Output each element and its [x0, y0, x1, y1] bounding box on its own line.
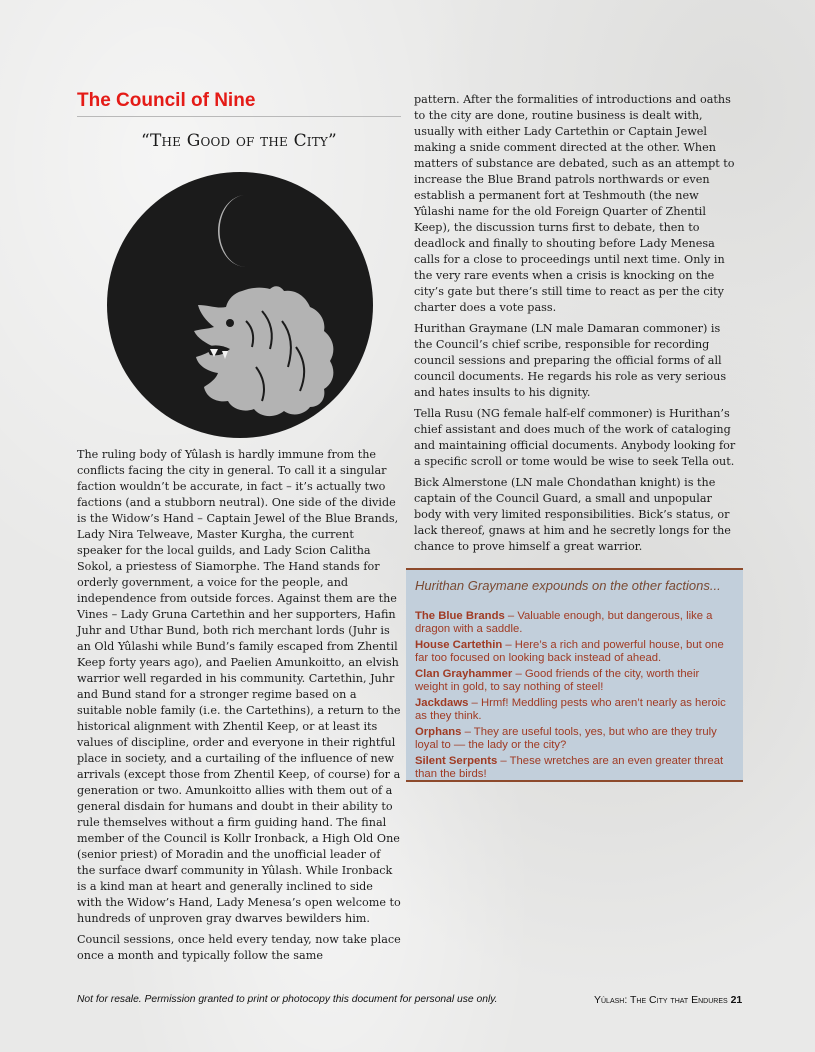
- faction-entry: [415, 610, 734, 635]
- faction-text: – These wretches are an even greater threat than the birds!: [415, 755, 724, 780]
- faction-text: – They are useful tools, yes, but who are they truly loyal to — the lady or the city?: [415, 726, 717, 751]
- faction-text: – Here’s a rich and powerful house, but one far too focused on looking back instead of ahead.: [415, 639, 724, 664]
- right-paragraph: pattern. After the formalities of introductions and oaths to the city are done, routine business is dealt with, usually with either Lady Cartethin or Captain Jewel making a snide comment directed at the other. When matters of substance are debated, such as an attempt to increase the Blue Brand patrols northwards or even establish a permanent fort at Teshmouth (the new Yûlashi name for the old Foreign Quarter of Zhentil Keep), the discussion turns first to debate, then to deadlock and finally to shouting before Lady Menesa calls for a close to proceedings until next time. Only in the very rare events when a crisis is knocking on the city’s gate but there’s still time to react as per the city charter does a vote pass.: [414, 93, 735, 314]
- faction-sidebar: [406, 568, 743, 782]
- faction-text: – Good friends of the city, worth their weight in gold, to say nothing of steel!: [415, 668, 700, 693]
- faction-entry: [415, 755, 734, 780]
- left-paragraph: Council sessions, once held every tenday, now take place once a month and typically follow the same: [77, 933, 401, 962]
- faction-name: House Cartethin: [415, 639, 503, 651]
- faction-entry: [415, 639, 734, 664]
- right-paragraph: Hurithan Graymane (LN male Damaran commoner) is the Council’s chief scribe, responsible for recording council sessions and preparing the official forms of all council documents. He regards his role as very serious and hates insults to his dignity.: [414, 322, 727, 399]
- book-title: Yûlash: The City that Endures: [594, 994, 728, 1006]
- faction-name: Jackdaws: [415, 697, 469, 709]
- right-paragraph: Tella Rusu (NG female half-elf commoner) is Hurithan’s chief assistant and does much of the work of cataloging and maintaining official documents. Anybody looking for a specific scroll or tome would be wise to seek Tella out.: [414, 407, 736, 468]
- faction-name: Silent Serpents: [415, 755, 498, 767]
- sidebar-title: Hurithan Graymane expounds on the other factions...: [415, 578, 721, 593]
- faction-entry: [415, 668, 734, 693]
- faction-text: – Hrmf! Meddling pests who aren’t nearly as heroic as they think.: [415, 697, 726, 722]
- right-paragraph: Bick Almerstone (LN male Chondathan knight) is the captain of the Council Guard, a small and unpopular body with very limited responsibilities. Bick’s status, or lack thereof, gnaws at him and he secretly longs for the chance to prove himself a great warrior.: [414, 476, 731, 553]
- right-column: [414, 92, 740, 560]
- page-number: 21: [730, 994, 743, 1006]
- section-heading: The Council of Nine: [77, 88, 401, 117]
- faction-text: – Valuable enough, but dangerous, like a dragon with a saddle.: [415, 610, 713, 635]
- faction-entry: [415, 697, 734, 722]
- faction-entry: [415, 726, 734, 751]
- left-paragraph: The ruling body of Yûlash is hardly immune from the conflicts facing the city in general. To call it a singular faction wouldn’t be accurate, in fact – it’s actually two factions (and a stubborn neutral). One side of the divide is the Widow’s Hand – Captain Jewel of the Blue Brands, Lady Nira Telweave, Master Kurgha, the current speaker for the local guilds, and Lady Scion Calitha Sokol, a priestess of Siamorphe. The Hand stands for orderly government, a voice for the people, and independence from outside forces. Against them are the Vines – Lady Gruna Cartethin and her supporters, Hafin Juhr and Uthar Bund, both rich merchant lords (Juhr is an Old Yûlashi while Bund’s family escaped from Zhentil Keep forty years ago), and Paelien Amunkoitto, an elvish warrior well regarded in his community. Cartethin, Juhr and Bund stand for a stronger regime based on a suitable noble family (i.e. the Cartethins), a return to the historical alignment with Zhentil Keep, or at least its values of discipline, order and everyone in their rightful place in society, and a curtailing of the influence of new arrivals (except those from Zhentil Keep, of course) for a generation or two. Amunkoitto allies with them out of a general disdain for humans and doubt in their ability to rule themselves without a firm guiding hand. The final member of the Council is Kollr Ironback, a High Old One (senior priest) of Moradin and the unofficial leader of the surface dwarf community in Yûlash. While Ironback is a kind man at heart and generally inclined to side with the Widow’s Hand, Lady Menesa’s open welcome to hundreds of unproven gray dwarves bewilders him.: [77, 448, 401, 925]
- footer-notice: Not for resale. Permission granted to print or photocopy this document for personal use only.: [77, 994, 498, 1005]
- faction-name: Orphans: [415, 726, 462, 738]
- faction-name: The Blue Brands: [415, 610, 505, 622]
- faction-subtitle: “The Good of the City”: [141, 131, 337, 151]
- left-column: [77, 88, 401, 969]
- crescent-moon-and-lion-head-icon: [106, 171, 374, 439]
- footer-title: [594, 994, 742, 1006]
- faction-name: Clan Grayhammer: [415, 668, 513, 680]
